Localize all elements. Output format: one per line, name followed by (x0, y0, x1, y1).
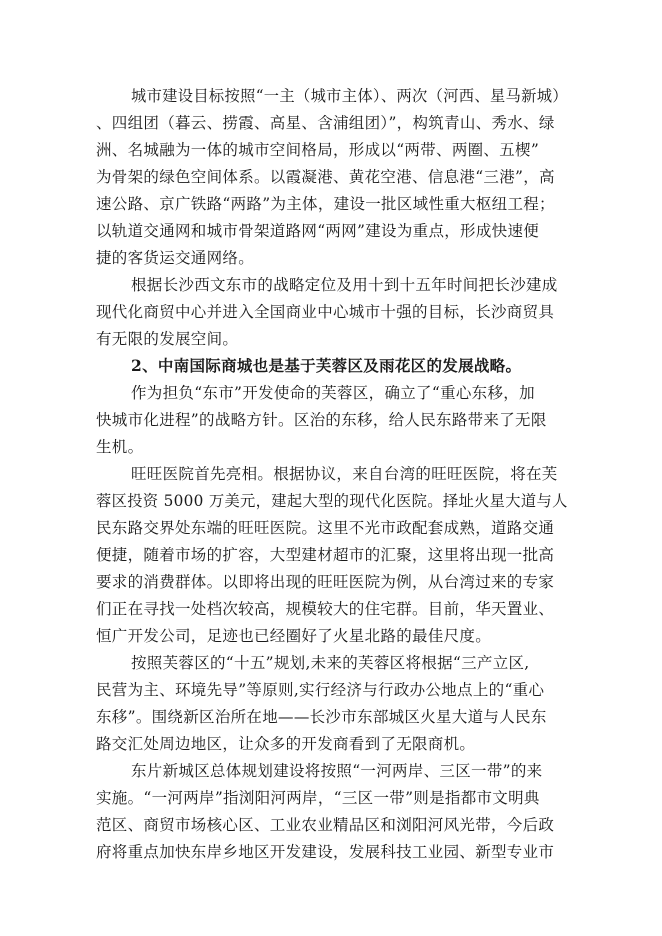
text-line: 有无限的发展空间。 (96, 330, 239, 348)
text-line: 生机。 (96, 438, 144, 456)
text-line: 蓉区投资 5000 万美元，建起大型的现代化医院。择址火星大道与人 (96, 492, 568, 510)
section-heading: 2、中南国际商城也是基于芙蓉区及雨花区的发展战略。 (131, 356, 522, 375)
text-line: 范区、商贸市场核心区、工业农业精品区和浏阳河风光带，今后政 (96, 816, 555, 834)
text-line: 、四组团（暮云、捞霞、高星、含浦组团）”，构筑青山、秀水、绿 (96, 114, 555, 132)
text-line: 便捷，随着市场的扩容，大型建材超市的汇聚，这里将出现一批高 (96, 546, 555, 564)
text-line: 要求的消费群体。以即将出现的旺旺医院为例，从台湾过来的专家 (96, 573, 555, 591)
text-line: 速公路、京广铁路“两路”为主体，建设一批区域性重大枢纽工程； (96, 195, 555, 213)
text-line: 按照芙蓉区的“十五”规划,未来的芙蓉区将根据“三产立区, (131, 654, 530, 672)
text-line: 恒广开发公司，足迹也已经圈好了火星北路的最佳尺度。 (96, 627, 492, 645)
text-line: 东片新城区总体规划建设将按照“一河两岸、三区一带”的来 (131, 762, 543, 780)
text-line: 旺旺医院首先亮相。根据协议，来自台湾的旺旺医院，将在芙 (131, 465, 558, 483)
text-line: 民东路交界处东端的旺旺医院。这里不光市政配套成熟，道路交通 (96, 519, 555, 537)
text-line: 东移”。围绕新区治所在地——长沙市东部城区火星大道与人民东 (96, 708, 547, 726)
text-line: 现代化商贸中心并进入全国商业中心城市十强的目标，长沙商贸具 (96, 303, 555, 321)
text-line: 以轨道交通网和城市骨架道路网“两网”建设为重点，形成快速便 (96, 222, 540, 240)
text-line: 作为担负“东市”开发使命的芙蓉区，确立了“重心东移，加 (131, 384, 535, 402)
text-line: 快城市化进程”的战略方针。区治的东移，给人民东路带来了无限 (96, 411, 547, 429)
text-line: 城市建设目标按照“一主（城市主体）、两次（河西、星马新城） (131, 87, 568, 105)
text-line: 洲、名城融为一体的城市空间格局，形成以“两带、两圈、五楔” (96, 141, 540, 159)
text-line: 们正在寻找一处档次较高，规模较大的住宅群。目前，华天置业、 (96, 600, 555, 618)
text-line: 实施。“一河两岸”指浏阳河两岸，“三区一带”则是指都市文明典 (96, 789, 540, 807)
text-line: 路交汇处周边地区，让众多的开发商看到了无限商机。 (96, 735, 476, 753)
text-line: 捷的客货运交通网络。 (96, 249, 255, 267)
text-line: 民营为主、环境先导”等原则,实行经济与行政办公地点上的“重心 (96, 681, 545, 699)
text-line: 为骨架的绿色空间体系。以霞凝港、黄花空港、信息港“三港”，高 (96, 168, 555, 186)
text-line: 根据长沙西文东市的战略定位及用十到十五年时间把长沙建成 (131, 276, 558, 294)
text-line: 府将重点加快东岸乡地区开发建设，发展科技工业园、新型专业市 (96, 843, 555, 861)
